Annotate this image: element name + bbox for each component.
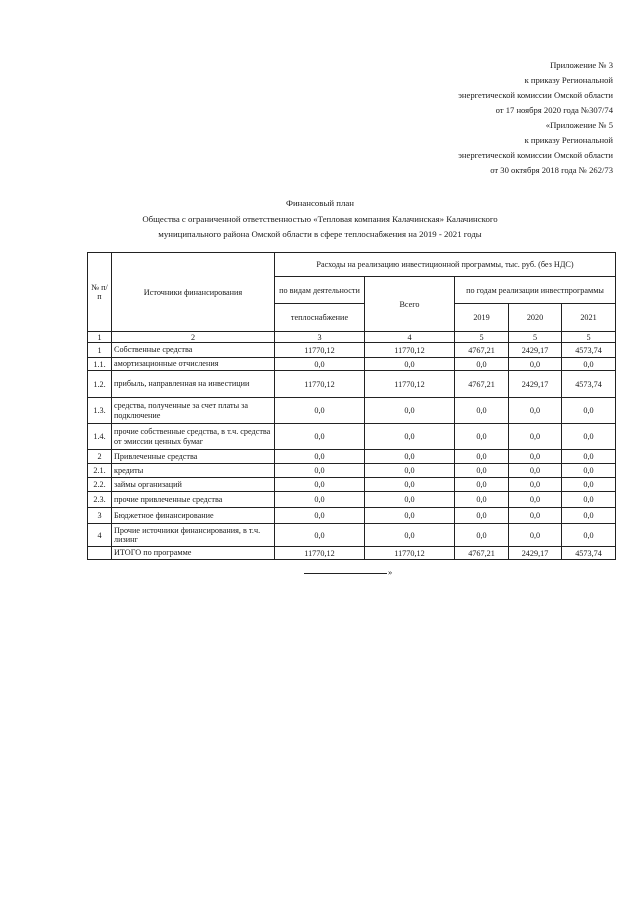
row-num [88, 547, 112, 560]
row-2019: 0,0 [455, 398, 509, 424]
row-total: 11770,12 [365, 547, 455, 560]
row-2019: 0,0 [455, 464, 509, 478]
row-heat: 0,0 [275, 464, 365, 478]
row-2020: 0,0 [509, 524, 562, 547]
header-line: Приложение № 3 [550, 60, 613, 70]
row-heat: 0,0 [275, 450, 365, 464]
table-row [88, 424, 616, 450]
document-title [0, 196, 640, 243]
row-total: 0,0 [365, 478, 455, 492]
row-2020: 0,0 [509, 450, 562, 464]
row-2019: 4767,21 [455, 371, 509, 398]
row-source: Собственные средства [112, 343, 275, 358]
row-2019: 0,0 [455, 492, 509, 508]
row-num: 1 [88, 343, 112, 358]
table-row [88, 398, 616, 424]
header-year-2019: 2019 [455, 304, 509, 332]
row-total: 0,0 [365, 464, 455, 478]
table-row [88, 478, 616, 492]
table-row [88, 464, 616, 478]
row-total: 0,0 [365, 492, 455, 508]
row-heat: 11770,12 [275, 547, 365, 560]
row-total: 0,0 [365, 508, 455, 524]
row-2021: 0,0 [562, 450, 616, 464]
row-2020: 0,0 [509, 478, 562, 492]
row-num: 1.4. [88, 424, 112, 450]
row-2020: 2429,17 [509, 547, 562, 560]
column-number: 5 [562, 332, 616, 343]
closing-underline [304, 573, 387, 574]
row-2021: 0,0 [562, 424, 616, 450]
closing-mark [304, 567, 392, 577]
row-num: 2.3. [88, 492, 112, 508]
row-num: 3 [88, 508, 112, 524]
table-row [88, 358, 616, 371]
row-2021: 4573,74 [562, 343, 616, 358]
header-num: № п/п [88, 253, 112, 332]
appendix-header [458, 58, 613, 178]
column-number: 5 [509, 332, 562, 343]
row-2021: 0,0 [562, 478, 616, 492]
column-number: 3 [275, 332, 365, 343]
header-total: Всего [365, 277, 455, 332]
header-line: «Приложение № 5 [545, 120, 613, 130]
row-source: прибыль, направленная на инвестиции [112, 371, 275, 398]
row-heat: 0,0 [275, 358, 365, 371]
column-number: 5 [455, 332, 509, 343]
table-row [88, 524, 616, 547]
row-2020: 2429,17 [509, 343, 562, 358]
row-2019: 4767,21 [455, 547, 509, 560]
row-source: прочие собственные средства, в т.ч. средства от эмиссии ценных бумаг [112, 424, 275, 450]
row-2020: 0,0 [509, 424, 562, 450]
title-line: Общества с ограниченной ответственностью «Тепловая компания Калачинская» Калачинского [142, 213, 498, 224]
header-line: к приказу Региональной [524, 75, 613, 85]
header-line: от 30 октября 2018 года № 262/73 [490, 165, 613, 175]
row-source: кредиты [112, 464, 275, 478]
row-source: прочие привлеченные средства [112, 492, 275, 508]
header-year-2020: 2020 [509, 304, 562, 332]
row-2020: 0,0 [509, 492, 562, 508]
row-2021: 4573,74 [562, 547, 616, 560]
row-heat: 0,0 [275, 524, 365, 547]
row-2020: 0,0 [509, 398, 562, 424]
row-total: 11770,12 [365, 343, 455, 358]
header-line: энергетической комиссии Омской области [458, 150, 613, 160]
row-source: Бюджетное финансирование [112, 508, 275, 524]
table-row [88, 450, 616, 464]
column-number: 2 [112, 332, 275, 343]
row-source: займы организаций [112, 478, 275, 492]
row-num: 2.2. [88, 478, 112, 492]
row-2019: 0,0 [455, 508, 509, 524]
row-total: 0,0 [365, 358, 455, 371]
row-source: Привлеченные средства [112, 450, 275, 464]
row-heat: 11770,12 [275, 371, 365, 398]
header-by-activity: по видам деятельности [275, 277, 365, 304]
row-total: 0,0 [365, 450, 455, 464]
row-total: 0,0 [365, 524, 455, 547]
row-2019: 0,0 [455, 524, 509, 547]
row-num: 1.2. [88, 371, 112, 398]
row-2020: 0,0 [509, 358, 562, 371]
table-row [88, 371, 616, 398]
header-expenses: Расходы на реализацию инвестиционной программы, тыс. руб. (без НДС) [275, 253, 616, 277]
table-row [88, 492, 616, 508]
row-num: 1.3. [88, 398, 112, 424]
column-number: 1 [88, 332, 112, 343]
closing-quote: » [388, 567, 393, 577]
row-total: 0,0 [365, 424, 455, 450]
title-line: Финансовый план [286, 198, 354, 208]
row-2021: 0,0 [562, 524, 616, 547]
row-source: амортизационные отчисления [112, 358, 275, 371]
header-line: к приказу Региональной [524, 135, 613, 145]
row-2021: 4573,74 [562, 371, 616, 398]
row-heat: 0,0 [275, 508, 365, 524]
row-num: 1.1. [88, 358, 112, 371]
row-heat: 11770,12 [275, 343, 365, 358]
table-row [88, 547, 616, 560]
header-by-years: по годам реализации инвестпрограммы [455, 277, 616, 304]
row-2021: 0,0 [562, 464, 616, 478]
row-2021: 0,0 [562, 508, 616, 524]
row-heat: 0,0 [275, 398, 365, 424]
row-heat: 0,0 [275, 424, 365, 450]
header-year-2021: 2021 [562, 304, 616, 332]
row-2021: 0,0 [562, 492, 616, 508]
row-source: ИТОГО по программе [112, 547, 275, 560]
table-row [88, 343, 616, 358]
row-num: 2 [88, 450, 112, 464]
row-total: 0,0 [365, 398, 455, 424]
row-2021: 0,0 [562, 358, 616, 371]
row-source: средства, полученные за счет платы за подключение [112, 398, 275, 424]
title-line: муниципального района Омской области в сфере теплоснабжения на 2019 - 2021 годы [158, 229, 482, 239]
header-line: от 17 ноября 2020 года №307/74 [495, 105, 613, 115]
row-2020: 0,0 [509, 508, 562, 524]
row-heat: 0,0 [275, 492, 365, 508]
header-heat-supply: теплоснабжение [275, 304, 365, 332]
financial-plan-table [87, 252, 616, 560]
row-2020: 2429,17 [509, 371, 562, 398]
row-num: 4 [88, 524, 112, 547]
column-number: 4 [365, 332, 455, 343]
row-2019: 0,0 [455, 450, 509, 464]
row-2019: 0,0 [455, 358, 509, 371]
table-row [88, 508, 616, 524]
row-num: 2.1. [88, 464, 112, 478]
row-2019: 0,0 [455, 424, 509, 450]
row-2021: 0,0 [562, 398, 616, 424]
row-2019: 4767,21 [455, 343, 509, 358]
row-2019: 0,0 [455, 478, 509, 492]
header-line: энергетической комиссии Омской области [458, 90, 613, 100]
row-heat: 0,0 [275, 478, 365, 492]
row-total: 11770,12 [365, 371, 455, 398]
row-source: Прочие источники финансирования, в т.ч. лизинг [112, 524, 275, 547]
row-2020: 0,0 [509, 464, 562, 478]
header-sources: Источники финансирования [112, 253, 275, 332]
